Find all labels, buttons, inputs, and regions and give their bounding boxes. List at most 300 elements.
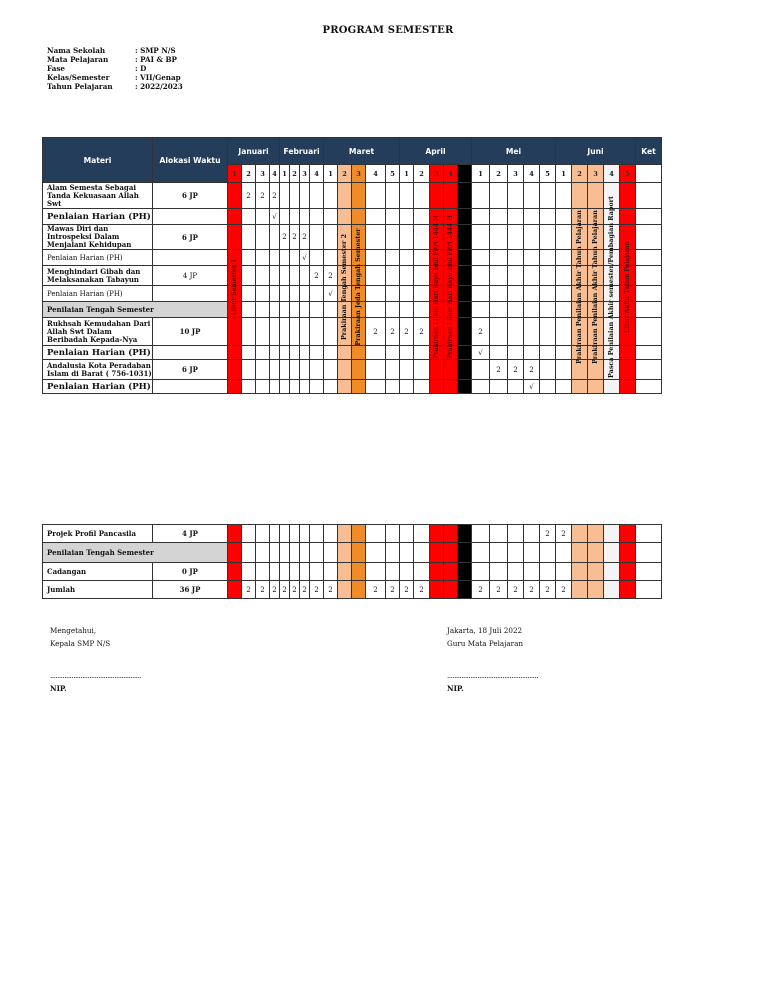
week-cell	[572, 209, 588, 225]
week-cell	[256, 318, 270, 346]
week-cell	[386, 183, 400, 209]
week-cell	[228, 346, 242, 360]
week-cell: 2	[300, 581, 310, 599]
week-cell: 2	[540, 581, 556, 599]
week-header: 2	[414, 165, 430, 183]
week-cell	[310, 380, 324, 394]
alokasi-cell: 36 JP	[153, 581, 228, 599]
week-cell	[414, 250, 430, 266]
week-cell	[228, 360, 242, 380]
week-cell	[444, 286, 458, 302]
week-cell	[242, 250, 256, 266]
week-cell	[338, 225, 352, 250]
table-row	[43, 250, 662, 266]
week-cell	[490, 209, 508, 225]
week-cell	[444, 525, 458, 543]
week-cell	[310, 360, 324, 380]
week-cell	[228, 581, 242, 599]
week-cell	[280, 183, 290, 209]
week-cell	[458, 360, 472, 380]
week-cell	[414, 225, 430, 250]
week-cell	[458, 318, 472, 346]
week-cell	[524, 543, 540, 563]
week-cell	[472, 250, 490, 266]
week-cell	[604, 543, 620, 563]
week-cell	[338, 380, 352, 394]
sign-right-line1: Jakarta, 18 Juli 2022	[447, 626, 523, 635]
week-cell	[556, 266, 572, 286]
week-cell	[310, 250, 324, 266]
week-cell	[300, 346, 310, 360]
table-row	[43, 563, 662, 581]
week-cell	[444, 581, 458, 599]
ket-cell	[636, 563, 662, 581]
week-cell	[228, 318, 242, 346]
vertical-column-label: Prakiraan Tengah Semester 2	[340, 233, 348, 341]
week-cell	[620, 266, 636, 286]
vertical-column-label: Prakiraan Libur Hari Raya Idul Fitri 1444 H	[432, 215, 440, 359]
ket-cell	[636, 286, 662, 302]
week-cell	[458, 563, 472, 581]
week-cell	[386, 543, 400, 563]
table-row	[43, 286, 662, 302]
week-cell	[242, 225, 256, 250]
week-cell	[540, 302, 556, 318]
week-cell	[352, 380, 366, 394]
week-cell	[604, 380, 620, 394]
week-cell	[324, 225, 338, 250]
vertical-column-label: Prakiraan Penilaian Akhir Tahun Pelajaran	[591, 210, 599, 364]
week-cell	[604, 302, 620, 318]
week-cell	[414, 183, 430, 209]
week-cell	[400, 250, 414, 266]
week-cell	[458, 183, 472, 209]
week-cell	[414, 543, 430, 563]
week-cell	[324, 318, 338, 346]
week-cell	[228, 302, 242, 318]
week-cell	[620, 543, 636, 563]
school-info	[47, 46, 183, 91]
week-cell	[366, 209, 386, 225]
week-cell	[280, 543, 290, 563]
week-cell: 2	[556, 525, 572, 543]
week-cell	[556, 183, 572, 209]
week-cell: 2	[270, 581, 280, 599]
week-cell	[310, 543, 324, 563]
week-cell	[352, 266, 366, 286]
week-cell	[338, 543, 352, 563]
week-cell	[386, 360, 400, 380]
materi-cell: Penlaian Harian (PH)	[43, 209, 153, 225]
week-cell	[290, 360, 300, 380]
week-cell	[490, 183, 508, 209]
info-value: : 2022/2023	[135, 82, 183, 92]
week-cell	[472, 209, 490, 225]
week-cell	[490, 563, 508, 581]
week-cell	[430, 209, 444, 225]
week-cell	[280, 250, 290, 266]
table-row	[43, 360, 662, 380]
week-cell	[386, 250, 400, 266]
week-cell	[386, 380, 400, 394]
sign-left-line1: Mengetahui,	[50, 626, 97, 635]
week-cell	[556, 346, 572, 360]
materi-cell: Mawas Diri dan Introspeksi Dalam Menjalani Kehidupan	[43, 225, 153, 250]
week-cell	[414, 525, 430, 543]
week-cell	[366, 266, 386, 286]
info-value: : SMP N/S	[135, 46, 176, 55]
week-cell: 2	[310, 266, 324, 286]
week-cell	[490, 286, 508, 302]
materi-cell: Cadangan	[43, 563, 153, 581]
week-cell	[430, 286, 444, 302]
week-cell	[472, 302, 490, 318]
week-cell	[400, 225, 414, 250]
week-cell	[458, 225, 472, 250]
week-cell	[524, 318, 540, 346]
week-cell	[290, 209, 300, 225]
summary-table	[42, 524, 662, 599]
week-cell	[490, 318, 508, 346]
week-cell	[588, 360, 604, 380]
week-cell	[386, 266, 400, 286]
info-value: : PAI & BP	[135, 55, 177, 65]
week-cell	[386, 302, 400, 318]
sign-right-dots: ...................................................	[447, 671, 539, 680]
week-cell: 2	[324, 581, 338, 599]
week-header: 3	[300, 165, 310, 183]
week-cell	[430, 318, 444, 346]
alokasi-cell: 0 JP	[153, 563, 228, 581]
week-cell	[414, 209, 430, 225]
ket-cell	[636, 250, 662, 266]
week-cell	[300, 563, 310, 581]
table-row	[43, 543, 662, 563]
week-cell	[540, 225, 556, 250]
week-cell: 2	[386, 581, 400, 599]
week-cell	[430, 581, 444, 599]
week-cell: 2	[300, 225, 310, 250]
week-cell	[338, 360, 352, 380]
alokasi-cell: 10 JP	[153, 318, 228, 346]
week-header: 2	[490, 165, 508, 183]
week-cell	[366, 302, 386, 318]
week-cell	[324, 380, 338, 394]
week-cell	[400, 266, 414, 286]
week-cell	[280, 266, 290, 286]
week-cell	[444, 266, 458, 286]
week-header: 4	[444, 165, 458, 183]
week-cell	[430, 302, 444, 318]
week-cell	[540, 346, 556, 360]
materi-cell: Projek Profil Pancasila	[43, 525, 153, 543]
week-cell	[490, 525, 508, 543]
week-cell	[256, 209, 270, 225]
materi-cell: Menghindari Gibah dan Melaksanakan Tabayun	[43, 266, 153, 286]
week-cell	[270, 563, 280, 581]
week-cell	[300, 380, 310, 394]
week-cell	[508, 183, 524, 209]
week-cell	[556, 250, 572, 266]
week-header: 4	[524, 165, 540, 183]
table-row	[43, 302, 662, 318]
week-cell	[556, 225, 572, 250]
week-cell	[572, 266, 588, 286]
week-cell	[400, 543, 414, 563]
table-row	[43, 525, 662, 543]
week-cell	[458, 346, 472, 360]
sign-right-nip: NIP.	[447, 684, 464, 693]
week-cell	[540, 360, 556, 380]
week-cell: √	[472, 346, 490, 360]
sign-left-nip: NIP.	[50, 684, 67, 693]
week-cell	[508, 543, 524, 563]
week-cell	[444, 209, 458, 225]
week-cell	[338, 266, 352, 286]
table-row	[43, 266, 662, 286]
ket-cell	[636, 360, 662, 380]
week-cell	[588, 380, 604, 394]
week-cell	[228, 543, 242, 563]
week-header: 5	[386, 165, 400, 183]
week-cell	[572, 525, 588, 543]
week-cell	[572, 380, 588, 394]
week-cell	[366, 543, 386, 563]
week-cell	[324, 209, 338, 225]
week-header: 4	[270, 165, 280, 183]
week-cell	[256, 266, 270, 286]
week-cell	[444, 302, 458, 318]
week-cell	[588, 318, 604, 346]
week-cell	[310, 346, 324, 360]
week-cell	[270, 302, 280, 318]
week-cell	[490, 302, 508, 318]
week-cell	[620, 525, 636, 543]
week-cell	[270, 346, 280, 360]
week-cell	[620, 209, 636, 225]
week-cell	[242, 346, 256, 360]
week-cell	[300, 318, 310, 346]
week-cell	[256, 360, 270, 380]
week-cell	[366, 225, 386, 250]
week-header: 5	[540, 165, 556, 183]
week-cell: 2	[472, 318, 490, 346]
table-row	[43, 346, 662, 360]
week-cell	[290, 286, 300, 302]
week-cell	[386, 225, 400, 250]
week-cell	[458, 543, 472, 563]
vertical-column-label: Pasca Penilaian Akhir semester/Pembagian Raport	[607, 196, 615, 378]
week-cell	[540, 209, 556, 225]
week-cell	[256, 225, 270, 250]
week-cell	[472, 525, 490, 543]
week-cell	[280, 380, 290, 394]
ket-cell	[636, 183, 662, 209]
week-cell	[490, 225, 508, 250]
alokasi-cell	[153, 380, 228, 394]
month-header: Januari	[228, 138, 280, 165]
week-cell: 2	[400, 318, 414, 346]
week-cell	[324, 302, 338, 318]
week-cell	[414, 302, 430, 318]
week-cell: 2	[256, 183, 270, 209]
week-header: 4	[604, 165, 620, 183]
week-cell	[540, 543, 556, 563]
vertical-column-label: Prakiraan Libur Hari Raya Idul Fitri 1444 H	[446, 215, 454, 359]
week-cell	[620, 380, 636, 394]
week-cell	[352, 225, 366, 250]
week-header: 3	[508, 165, 524, 183]
week-cell	[524, 286, 540, 302]
week-cell: 2	[540, 525, 556, 543]
week-cell	[414, 286, 430, 302]
week-cell	[572, 183, 588, 209]
week-cell	[524, 302, 540, 318]
week-cell	[444, 346, 458, 360]
materi-cell: Rukhsah Kemudahan Dari Allah Swt Dalam Beribadah Kepada-Nya	[43, 318, 153, 346]
week-cell	[604, 209, 620, 225]
alokasi-cell: 4 JP	[153, 266, 228, 286]
week-cell	[290, 250, 300, 266]
week-cell	[386, 563, 400, 581]
week-cell	[588, 581, 604, 599]
week-cell: 2	[386, 318, 400, 346]
week-cell	[472, 563, 490, 581]
materi-cell: Penlaian Harian (PH)	[43, 380, 153, 394]
week-header: 3	[256, 165, 270, 183]
week-cell	[540, 250, 556, 266]
week-header: 5	[620, 165, 636, 183]
week-cell	[490, 543, 508, 563]
week-cell	[508, 302, 524, 318]
week-cell	[444, 360, 458, 380]
week-cell	[604, 266, 620, 286]
week-cell	[280, 302, 290, 318]
week-cell	[604, 183, 620, 209]
info-value: : VII/Genap	[135, 73, 181, 83]
week-cell	[588, 302, 604, 318]
week-cell	[290, 380, 300, 394]
info-row	[47, 82, 183, 91]
week-cell	[604, 225, 620, 250]
week-cell	[290, 302, 300, 318]
week-cell	[310, 286, 324, 302]
week-cell	[280, 525, 290, 543]
week-cell	[620, 250, 636, 266]
week-cell	[458, 581, 472, 599]
week-cell	[300, 360, 310, 380]
week-cell	[444, 183, 458, 209]
week-cell	[280, 346, 290, 360]
week-cell	[242, 360, 256, 380]
week-cell	[508, 209, 524, 225]
week-cell	[300, 302, 310, 318]
week-cell	[524, 250, 540, 266]
materi-cell: Penilaian Tengah Semester	[43, 302, 228, 318]
week-cell	[270, 543, 280, 563]
week-header: 3	[588, 165, 604, 183]
week-cell	[444, 380, 458, 394]
week-cell	[414, 563, 430, 581]
week-cell	[228, 380, 242, 394]
alokasi-cell	[153, 286, 228, 302]
week-cell: √	[324, 286, 338, 302]
week-cell: 2	[290, 225, 300, 250]
week-cell	[572, 318, 588, 346]
week-cell	[256, 380, 270, 394]
vertical-column-label: Libur Semester 1	[230, 258, 238, 316]
week-cell	[242, 286, 256, 302]
week-cell	[270, 266, 280, 286]
week-cell: 2	[556, 581, 572, 599]
week-cell	[556, 209, 572, 225]
sign-left-dots: ...................................................	[50, 671, 142, 680]
info-row	[47, 73, 183, 82]
week-cell	[324, 525, 338, 543]
week-cell	[414, 266, 430, 286]
materi-cell: Alam Semesta Sebagai Tanda Kekuasaan Allah Swt	[43, 183, 153, 209]
week-cell	[324, 563, 338, 581]
week-cell	[444, 563, 458, 581]
week-cell	[508, 225, 524, 250]
week-cell	[604, 563, 620, 581]
week-cell: 2	[324, 266, 338, 286]
week-cell	[540, 183, 556, 209]
week-cell: 2	[508, 581, 524, 599]
week-cell	[324, 183, 338, 209]
signature-left	[50, 624, 141, 695]
week-cell	[572, 286, 588, 302]
week-cell	[572, 346, 588, 360]
week-cell	[366, 346, 386, 360]
week-cell	[228, 250, 242, 266]
week-cell: 2	[290, 581, 300, 599]
week-cell	[458, 209, 472, 225]
week-cell	[588, 346, 604, 360]
week-cell	[324, 250, 338, 266]
week-cell: 2	[310, 581, 324, 599]
week-cell	[256, 543, 270, 563]
week-cell	[490, 266, 508, 286]
month-header: Februari	[280, 138, 324, 165]
week-cell	[620, 225, 636, 250]
week-header: 4	[310, 165, 324, 183]
week-header: 1	[280, 165, 290, 183]
week-cell	[556, 302, 572, 318]
week-cell	[430, 525, 444, 543]
week-cell	[400, 183, 414, 209]
week-cell	[540, 266, 556, 286]
table-row	[43, 581, 662, 599]
alokasi-cell: 6 JP	[153, 225, 228, 250]
week-cell	[228, 525, 242, 543]
week-cell	[524, 266, 540, 286]
table-row	[43, 183, 662, 209]
week-cell	[588, 225, 604, 250]
ket-cell	[636, 346, 662, 360]
week-header	[458, 165, 472, 183]
week-cell	[572, 581, 588, 599]
week-header: 1	[324, 165, 338, 183]
week-cell	[310, 563, 324, 581]
week-cell	[300, 266, 310, 286]
week-cell: 2	[366, 581, 386, 599]
week-cell	[458, 302, 472, 318]
week-cell	[458, 266, 472, 286]
week-cell	[430, 183, 444, 209]
week-cell: 2	[490, 581, 508, 599]
week-cell	[400, 380, 414, 394]
